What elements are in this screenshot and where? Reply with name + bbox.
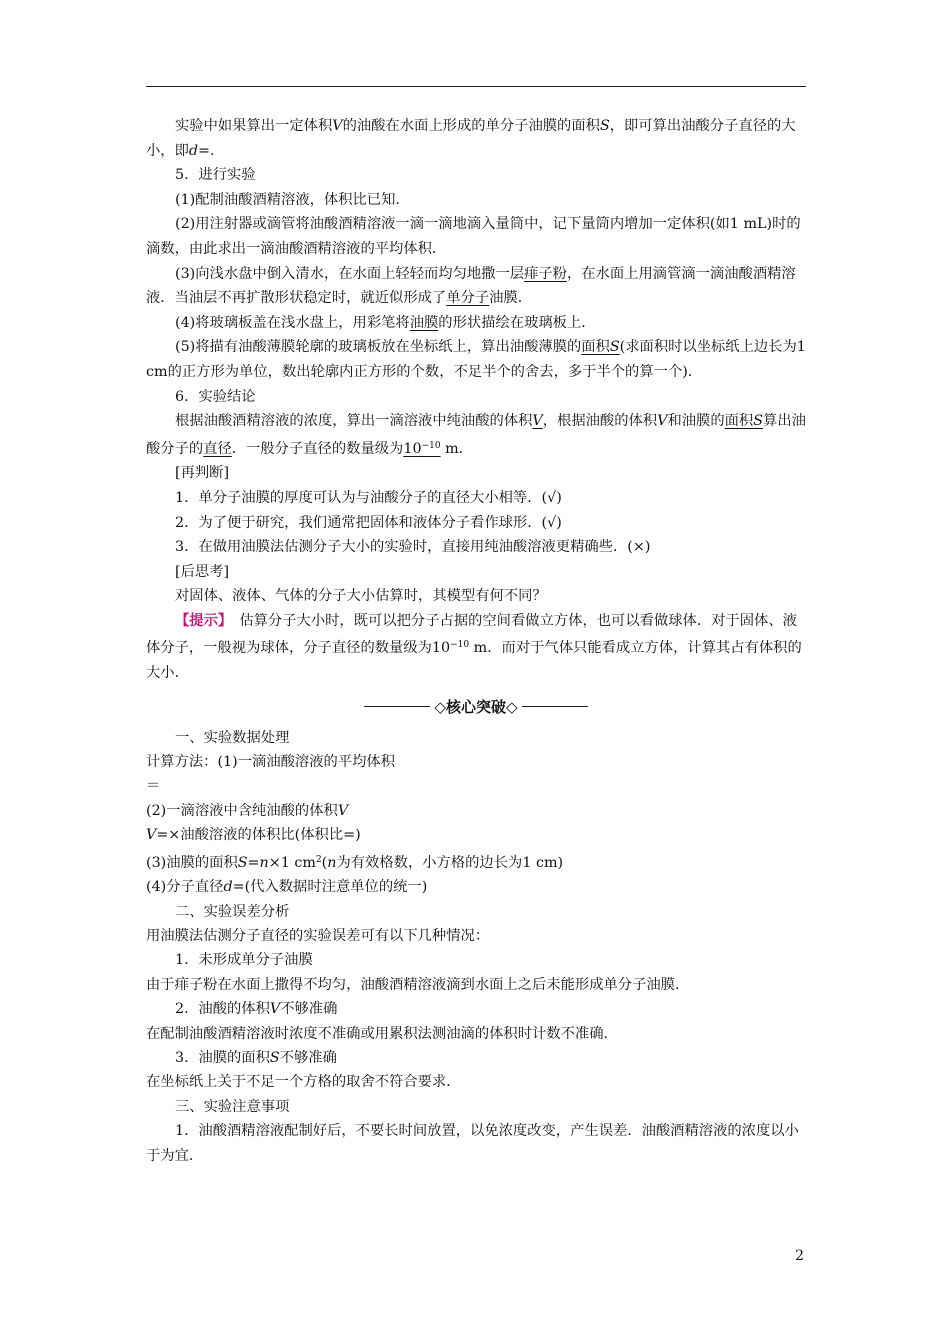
text: (3)油膜的面积 [146, 854, 238, 871]
calc-line [146, 799, 806, 823]
divider-line [364, 706, 430, 707]
judge-item: 3．在做用油膜法估测分子大小的实验时，直接用纯油酸溶液更精确些．(×) [175, 539, 651, 556]
var-v: V [332, 118, 343, 134]
text: (4)将玻璃板盖在浅水盘上，用彩笔将 [175, 314, 410, 331]
text: ( [321, 854, 328, 871]
error-item-text: 由于痱子粉在水面上撒得不均匀，油酸酒精溶液滴到水面上之后未能形成单分子油膜． [146, 976, 690, 993]
hint-paragraph [146, 609, 806, 686]
text: 估算分子大小时，既可以把分子占据的空间看做立方体，也可以看做球体．对于固体、液体分子，一般视为球体，分子直径的数量级为10 [146, 612, 797, 657]
core-3-title: 三、实验注意事项 [175, 1098, 290, 1115]
think-question: 对固体、液体、气体的分子大小估算时，其模型有何不同？ [175, 588, 547, 605]
text: 算出油酸分子的 [146, 413, 806, 457]
section-5-title: 5．进行实验 [175, 167, 256, 184]
error-item-title [146, 1046, 806, 1070]
header-rule [146, 86, 806, 87]
text: 不够准确 [280, 1001, 338, 1018]
error-item-title [146, 997, 806, 1021]
blank-answer [403, 441, 440, 457]
text: 面积 [724, 413, 754, 430]
text: 不够准确 [279, 1049, 337, 1066]
text: =(代入数据时注意单位的统一) [232, 879, 428, 896]
error-item-text: 在配制油酸酒精溶液时浓度不准确或用累积法测油滴的体积时计数不准确． [146, 1025, 618, 1042]
text: (求面积时以坐标纸上边长为1 cm的正方形为单位，数出轮廓内正方形的个数，不足半个的舍去，多于半个的算一个)． [146, 339, 806, 380]
calc-line [146, 848, 806, 875]
var-v: V [269, 1001, 281, 1018]
intro-paragraph [146, 114, 806, 163]
text: 10 [403, 440, 422, 457]
exponent: 2 [315, 854, 322, 865]
text: 油膜． [489, 290, 533, 307]
text: 根据油酸酒精溶液的浓度，算出一滴溶液中纯油酸的体积 [175, 413, 533, 430]
note-item: 1．油酸酒精溶液配制好后，不要长时间放置，以免浓度改变，产生误差．油酸酒精溶液的浓度以小于为宜． [146, 1123, 799, 1164]
exponent: −10 [450, 640, 470, 651]
blank-answer: 油膜 [409, 314, 439, 331]
step-4 [146, 311, 806, 336]
text: 和油膜的 [667, 413, 725, 430]
var-d: d [223, 879, 233, 896]
page-content [146, 114, 806, 1168]
judge-title: [再判断] [175, 465, 230, 482]
error-intro: 用油膜法估测分子直径的实验误差可有以下几种情况： [146, 927, 490, 944]
calc-line [146, 823, 806, 847]
page-number: 2 [795, 1248, 804, 1264]
text: (2)一滴溶液中含纯油酸的体积 [146, 802, 338, 819]
blank-answer [725, 413, 763, 429]
divider-line [522, 706, 588, 707]
text: m．而对于气体只能看成立方体，计算其占有体积的大小． [146, 640, 802, 682]
calc-line [146, 875, 806, 899]
var-v: V [337, 802, 349, 819]
blank-answer: 单分子 [446, 290, 490, 307]
step-2: (2)用注射器或滴管将油酸酒精溶液一滴一滴地滴入量筒中，记下量筒内增加一定体积(如1 mL)时的滴数，由此求出一滴油酸酒精溶液的平均体积． [146, 216, 801, 257]
text: 面积 [581, 339, 610, 356]
section-6-title: 6．实验结论 [175, 388, 256, 405]
text: = [247, 854, 260, 871]
core-section-divider [146, 688, 806, 726]
step-5 [146, 335, 806, 384]
text: (4)分子直径 [146, 879, 224, 896]
text: ，根据油酸的体积 [542, 413, 658, 430]
var-s: S [609, 339, 620, 356]
text: ．一般分子直径的数量级为 [231, 440, 404, 457]
conclusion-paragraph [146, 409, 806, 461]
hint-label: 【提示】 [175, 612, 226, 629]
var-s: S [599, 118, 610, 134]
blank-answer: V [532, 413, 543, 430]
calc-line: ＝ [146, 778, 161, 795]
blank-answer: 痱子粉 [524, 265, 567, 282]
judge-item: 2．为了便于研究，我们通常把固体和液体分子看作球形．(√) [175, 514, 562, 531]
var-s: S [237, 854, 248, 871]
step-3 [146, 262, 806, 311]
blank-answer [581, 339, 619, 355]
var-v: V [657, 413, 668, 430]
text: 2．油酸的体积 [175, 1001, 270, 1018]
exponent: −10 [421, 440, 441, 451]
text: m． [440, 440, 473, 457]
calc-line: 计算方法：(1)一滴油酸溶液的平均体积 [146, 754, 395, 771]
think-title: [后思考] [175, 563, 230, 580]
var-v: V [146, 827, 157, 844]
text: (5)将描有油酸薄膜轮廓的玻璃板放在坐标纸上，算出油酸薄膜的 [175, 339, 582, 356]
text: 的油酸在水面上形成的单分子油膜的面积 [342, 118, 600, 134]
text: ，在水面上用滴管滴一滴油酸酒精溶液．当油层不再扩散形状稳定时，就近似形成了 [146, 265, 796, 307]
text: ×1 cm [268, 854, 316, 871]
blank-answer: 直径 [203, 440, 232, 457]
judge-item: 1．单分子油膜的厚度可认为与油酸分子的直径大小相等．(√) [175, 489, 562, 506]
text: =. [198, 142, 215, 159]
core-1-title: 一、实验数据处理 [175, 729, 290, 746]
var-n: n [259, 854, 269, 871]
error-item-title: 1．未形成单分子油膜 [175, 952, 313, 969]
core-section-title: ◇核心突破◇ [434, 698, 518, 717]
var-d: d [188, 142, 199, 159]
text: =×油酸溶液的体积比(体积比=) [156, 827, 361, 844]
text: 的形状描绘在玻璃板上． [438, 314, 596, 331]
error-item-text: 在坐标纸上关于不足一个方格的取舍不符合要求． [146, 1074, 461, 1091]
text: 实验中如果算出一定体积 [175, 118, 333, 134]
var-s: S [753, 413, 764, 430]
text: (3)向浅水盘中倒入清水，在水面上轻轻而均匀地撒一层 [175, 265, 525, 282]
core-2-title: 二、实验误差分析 [175, 903, 290, 920]
var-s: S [269, 1049, 280, 1066]
text: ，即可算出油酸分子直径的大小，即 [146, 118, 796, 159]
var-n: n [327, 854, 337, 871]
text: 为有效格数，小方格的边长为1 cm) [336, 854, 564, 871]
text: 3．油膜的面积 [175, 1049, 270, 1066]
step-1: (1)配制油酸酒精溶液，体积比已知． [175, 191, 410, 208]
